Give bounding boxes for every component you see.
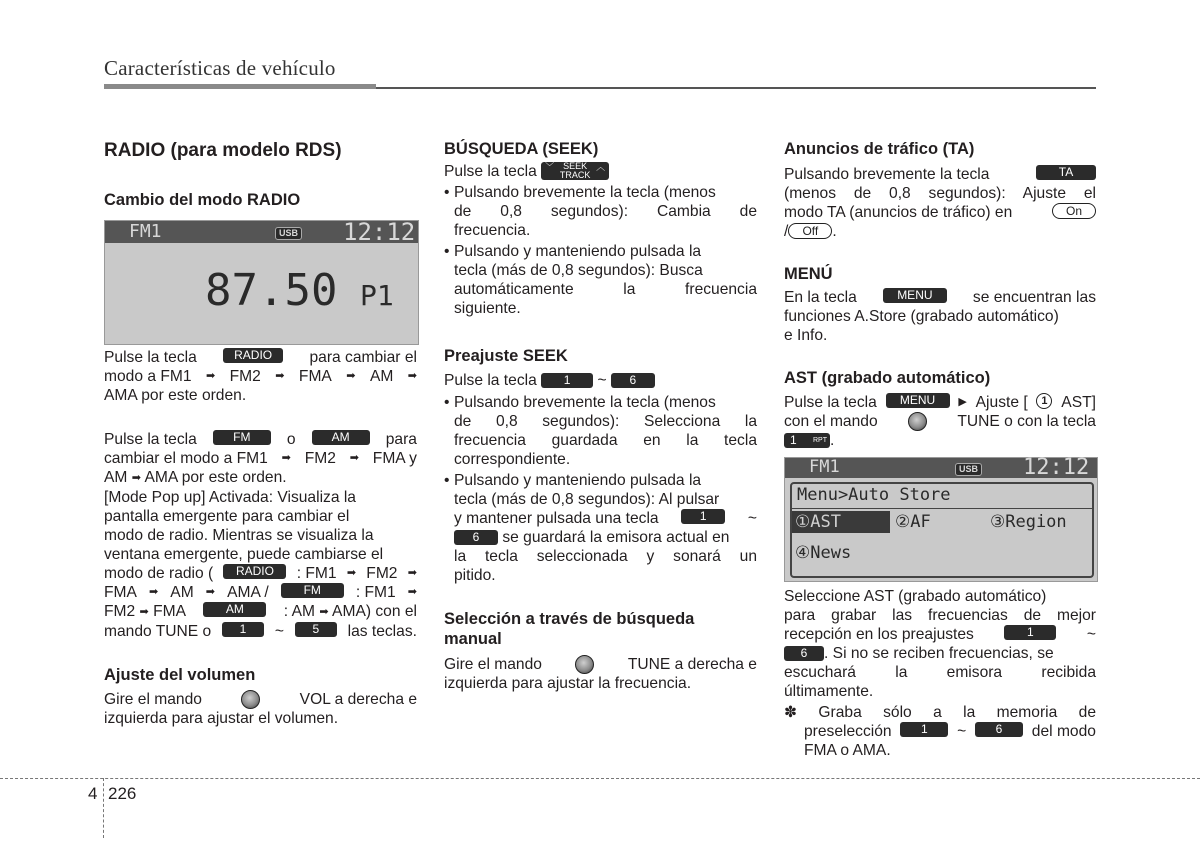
text: En la tecla [784,289,857,306]
text: . [832,223,837,240]
text: izquierda para ajustar el volumen. [104,710,339,727]
text: últimamente. [784,683,874,700]
track-label: TRACK [559,170,591,180]
menu-frame [790,482,1094,578]
arrow-icon: ➡ [131,472,141,484]
paragraph-volume [104,690,417,728]
text: TUNE o con la tecla [957,413,1096,430]
preset-1-key: 1 [681,509,725,524]
paragraph-ast-select [784,587,1096,701]
radio-display [104,220,419,345]
text: Pulsando brevemente la tecla (menos [454,394,716,411]
vol-knob-icon [241,690,260,709]
arrow-icon: ➡ [346,567,357,579]
arrow-icon: ➡ [349,452,359,464]
preset-6-key: 6 [454,530,498,545]
heading-manual-search-2: manual [444,630,502,648]
heading-menu: MENÚ [784,265,833,283]
text: preselección [804,723,892,740]
text: se guardará la emisora actual en [502,529,730,546]
paragraph-radio-key [104,348,417,405]
menu-option-news[interactable]: ④News [795,543,852,563]
text: escuchará la emisora recibida [784,664,1096,681]
text: cambiar el modo a FM1 [104,450,268,467]
text: AM [170,584,194,601]
text: de 0,8 segundos): Cambia de [454,203,757,220]
bullet-seek-long [444,242,757,318]
text: TUNE a derecha e [627,656,757,673]
preset-1-key: 1 [541,373,593,388]
text: VOL a derecha e [299,691,417,708]
text: FM2 [229,368,261,385]
paragraph-tune [444,655,757,693]
text: Pulse la tecla [444,163,537,180]
chevron-up-icon: ︿ [596,162,606,172]
text: modo de radio ( [104,565,214,582]
text: e Info. [784,327,828,344]
arrow-icon: ➡ [275,370,285,382]
menu-key: MENU [883,288,947,303]
heading-manual-search-1: Selección a través de búsqueda [444,610,695,628]
heading-traffic-announcements: Anuncios de tráfico (TA) [784,140,975,158]
text: AMA) con el [332,603,417,620]
preset-5-key: 5 [295,622,337,637]
footer-divider [0,778,1200,779]
text: (menos de 0,8 segundos): Ajuste el [784,185,1096,202]
arrow-icon: ➡ [319,606,329,618]
fm-key: FM [213,430,271,445]
display-band: FM1 [129,221,162,242]
menu-divider [792,508,1092,509]
seek-label: SEEK [563,161,588,171]
note-ast [784,703,1096,760]
text: AM [104,469,128,486]
text: ~ [747,510,757,527]
tune-knob-icon [575,655,594,674]
text: . Si no se reciben frecuencias, se [824,645,1054,662]
text: las teclas. [347,623,417,640]
preset-6-key: 6 [611,373,655,388]
number-circle-icon: 1 [1036,393,1052,409]
text: ✽ Graba sólo a la memoria de [784,704,1096,721]
bullet-icon: • [444,184,450,201]
arrow-icon: ➡ [346,370,356,382]
text: Pulse la tecla [104,349,197,366]
text: FMA [153,603,187,620]
text: siguiente. [454,300,521,317]
chevron-down-icon: ﹀ [545,162,555,172]
on-key: On [1052,203,1096,219]
display-preset: P1 [360,279,394,312]
paragraph-seek-key [444,162,757,181]
menu-option-ast[interactable] [792,511,890,533]
text: FM2 [304,450,336,467]
text: Pulsando y manteniendo pulsada la [454,243,702,260]
text: pitido. [454,567,496,584]
text: mando TUNE o [104,623,212,640]
auto-store-display [784,457,1098,582]
bullet-icon: • [444,243,450,260]
text: modo a FM1 [104,368,192,385]
text: AMA por este orden. [144,469,287,486]
text: FM2 [104,603,136,620]
text: automáticamente la frecuencia [454,281,757,298]
menu-title: Menu>Auto Store [797,485,951,505]
preset-6-key: 6 [975,722,1023,737]
menu-key: MENU [886,393,950,408]
text: ventana emergente, puede cambiarse el [104,546,384,563]
text: Ajuste [ [975,394,1028,411]
display-time: 12:12 [1023,455,1090,480]
text: . [830,432,835,449]
text: Pulsando brevemente la tecla [784,166,990,183]
text: : AM [283,603,315,620]
page-number: 226 [108,784,137,803]
text: recepción en los preajustes [784,626,974,643]
display-time: 12:12 [343,218,416,246]
text: para grabar las frecuencias de mejor [784,607,1096,624]
arrow-icon: ➡ [407,567,417,579]
heading-ast: AST (grabado automático) [784,369,991,387]
text: ~ [597,372,607,389]
arrow-icon: ➡ [139,606,149,618]
usb-icon: USB [275,227,302,240]
ta-key: TA [1036,165,1096,180]
bullet-icon: • [444,472,450,489]
preset-1-key: 1 [900,722,948,737]
arrow-icon: ➡ [205,370,216,382]
bullet-preset-long [444,471,757,585]
bullet-seek-short [444,183,757,240]
text: ~ [957,723,967,740]
text: tecla (más de 0,8 segundos): Al pulsar [454,491,720,508]
text: FMA o AMA. [804,742,891,759]
text: AMA por este orden. [104,387,247,404]
radio-key: RADIO [223,348,283,363]
arrow-icon: ➡ [149,586,159,598]
fm-key: FM [281,583,344,598]
heading-radio-mode: Cambio del modo RADIO [104,191,301,209]
triangle-right-icon: ▶ [958,396,967,408]
paragraph-ta [784,165,1096,241]
text: modo TA (anuncios de tráfico) en [784,204,1013,221]
preset-1-key: 1 [1004,625,1056,640]
radio-key: RADIO [223,564,286,579]
text: Pulsando y manteniendo pulsada la [454,472,702,489]
text: FMA [104,584,137,601]
text: funciones A.Store (grabado automático) [784,308,1059,325]
text: correspondiente. [454,451,571,468]
text: pantalla emergente para cambiar el [104,508,350,525]
header-rule-thin [376,87,1096,89]
text: Gire el mando [104,691,202,708]
tune-knob-icon [908,412,927,431]
text: : FM1 [355,584,396,601]
text: ~ [274,623,284,640]
text: o [286,431,296,448]
bullet-preset-short [444,393,757,469]
text: 1 [790,433,797,447]
preset-1-key: 1 [222,622,264,637]
text: ①AST [795,512,841,532]
chapter-number: 4 [88,784,98,803]
text: Pulse la tecla [444,372,537,389]
text: AMA / [227,584,269,601]
text: AST] [1061,394,1096,411]
text: Pulsando brevemente la tecla (menos [454,184,716,201]
display-frequency: 87.50 [205,265,338,316]
arrow-icon: ➡ [407,370,417,382]
off-key: Off [788,223,832,239]
paragraph-menu [784,288,1096,345]
text: de 0,8 segundos): Selecciona la [454,413,757,430]
text: izquierda para ajustar la frecuencia. [444,675,692,692]
text: / [784,223,789,240]
heading-volume: Ajuste del volumen [104,666,256,684]
text: Pulse la tecla [104,431,197,448]
arrow-icon: ➡ [281,452,291,464]
text: : FM1 [296,565,337,582]
paragraph-ast [784,393,1096,450]
text: modo de radio. Mientras se visualiza la [104,527,374,544]
seek-track-key [541,162,609,180]
arrow-icon: ➡ [205,586,215,598]
text: Gire el mando [444,656,542,673]
text: se encuentran las [972,289,1096,306]
text: [Mode Pop up] Activada: Visualiza la [104,489,356,506]
footer-vertical-divider [103,778,104,838]
preset-6-key: 6 [784,646,824,661]
display-band: FM1 [809,457,840,477]
text: FMA [298,368,332,385]
text: para [385,431,417,448]
paragraph-fm-am-keys [104,430,417,641]
text: Pulse la tecla [784,394,877,411]
preset-1-rpt-key [784,433,830,448]
text: del modo [1031,723,1096,740]
heading-seek: BÚSQUEDA (SEEK) [444,140,599,158]
text: AM [369,368,394,385]
header-rule-thick [104,84,376,89]
arrow-icon: ➡ [407,586,417,598]
menu-option-region[interactable]: ③Region [990,512,1067,532]
section-title-radio: RADIO (para modelo RDS) [104,140,342,161]
text: con el mando [784,413,878,430]
text: la tecla seleccionada y sonará un [454,548,757,565]
text: frecuencia guardada en la tecla [454,432,757,449]
paragraph-preset-keys [444,371,757,390]
text: frecuencia. [454,222,531,239]
am-key: AM [312,430,370,445]
menu-option-af[interactable]: ②AF [895,512,931,532]
am-key: AM [203,602,266,617]
text: FMA y [372,450,417,467]
usb-icon: USB [955,463,982,476]
heading-preset-seek: Preajuste SEEK [444,347,568,365]
rpt-label: RPT [813,437,827,444]
bullet-icon: • [444,394,450,411]
text: tecla (más de 0,8 segundos): Busca [454,262,703,279]
text: para cambiar el [309,349,417,366]
text: ~ [1086,626,1096,643]
text: Seleccione AST (grabado automático) [784,588,1047,605]
text: FM2 [366,565,398,582]
text: y mantener pulsada una tecla [454,510,659,527]
header-title: Características de vehículo [104,56,336,80]
